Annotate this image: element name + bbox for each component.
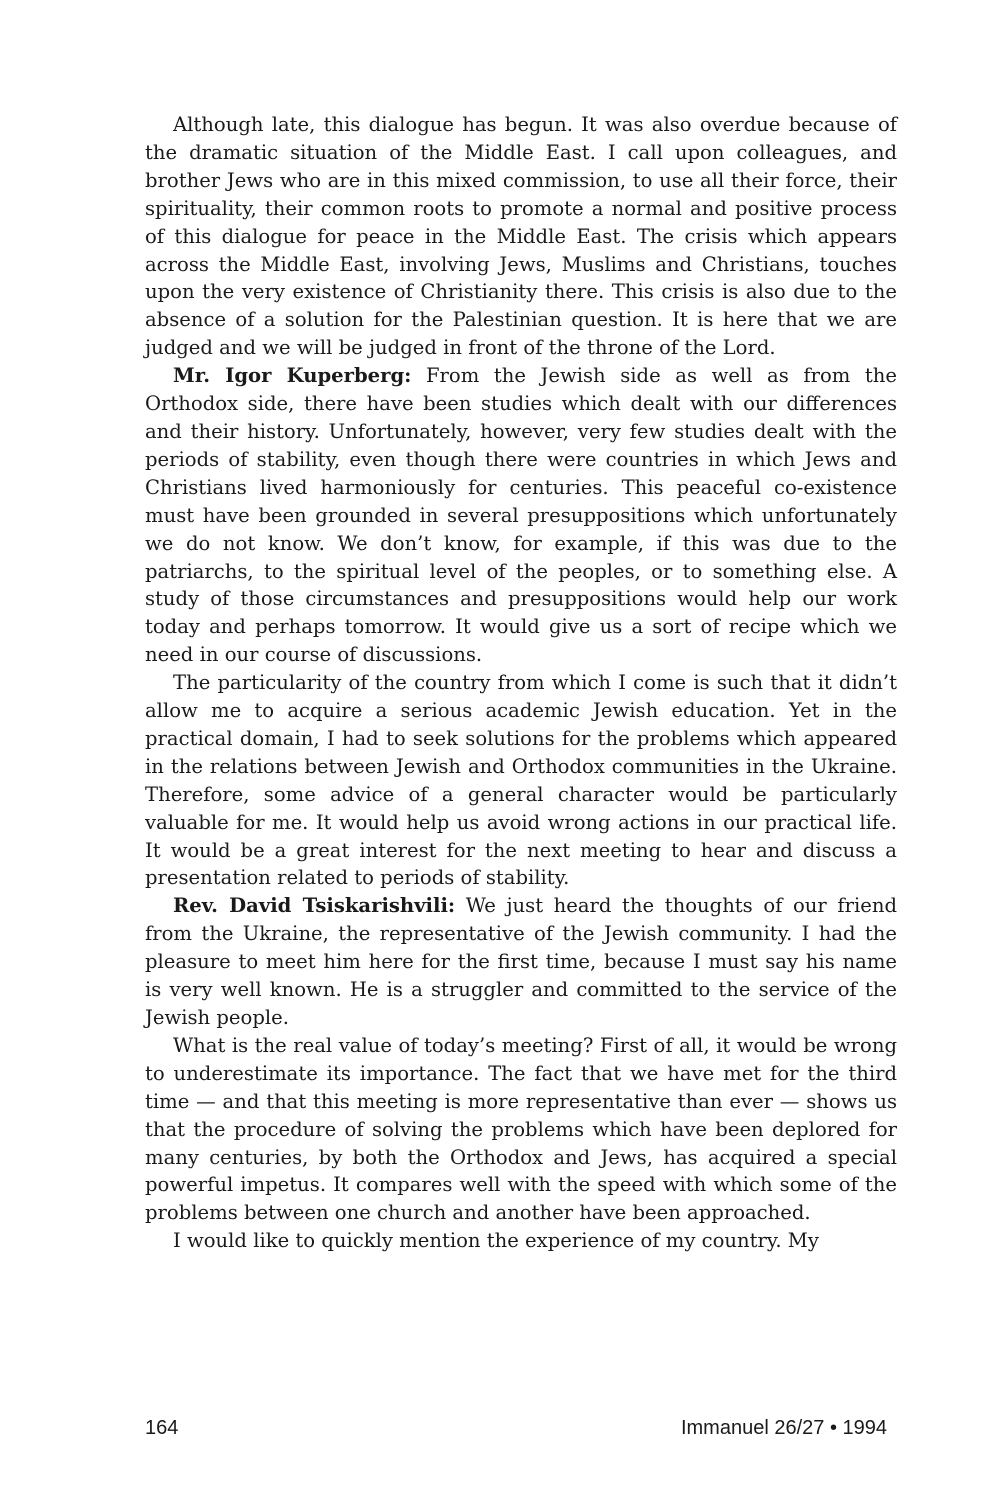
paragraph-text: I would like to quickly mention the experience of my country. My [173, 1229, 819, 1253]
paragraph-text: Although late, this dialogue has begun. It was also overdue because of the dramatic situation of the Middle East. I call upon colleagues, and brother Jews who are in this mixed commission, to use all their force, their spirituality, their common roots to promote a normal and positive process of this dialogue for peace in the Middle East. The crisis which appears across the Middle East, involving Jews, Muslims and Christians, touches upon the very existence of Christianity there. This crisis is also due to the absence of a solution for the Palestinian question. It is here that we are judged and we will be judged in front of the throne of the Lord. [145, 113, 897, 360]
paragraph-3 [145, 669, 897, 892]
paragraph-text: The particularity of the country from which I come is such that it didn’t allow me to acquire a serious academic Jewish education. Yet in the practical domain, I had to seek solutions for the problems which appeared in the relations between Jewish and Orthodox communities in the Ukraine. Therefore, some advice of a general character would be particularly valuable for me. It would help us avoid wrong actions in our practical life. It would be a great interest for the next meeting to hear and discuss a presentation related to periods of stability. [145, 671, 897, 890]
speaker-name: Rev. David Tsiskarishvili: [173, 894, 456, 918]
journal-citation: Immanuel 26/27 • 1994 [680, 1417, 887, 1439]
body-text [145, 111, 897, 1255]
paragraph-text: What is the real value of today’s meeting? First of all, it would be wrong to underestimate its importance. The fact that we have met for the third time — and that this meeting is more representative than ever — shows us that the procedure of solving the problems which have been deplored for many centuries, by both the Orthodox and Jews, has acquired a special powerful impetus. It compares well with the speed with which some of the problems between one church and another have been approached. [145, 1033, 897, 1225]
paragraph-5 [145, 1032, 897, 1227]
page-number: 164 [145, 1417, 179, 1439]
paragraph-text: We just heard the thoughts of our friend from the Ukraine, the representative of the Jewish community. I had the pleasure to meet him here for the first time, because I must say his name is very well known. He is a struggler and committed to the service of the Jewish people. [145, 894, 897, 1029]
paragraph-4 [145, 892, 897, 1032]
paragraph-2 [145, 362, 897, 669]
speaker-name: Mr. Igor Kuperberg: [173, 364, 412, 388]
paragraph-6 [145, 1227, 897, 1255]
paragraph-text: From the Jewish side as well as from the Orthodox side, there have been studies which dealt with our differences and their history. Unfortunately, however, very few studies dealt with the periods of stability, even though there were countries in which Jews and Christians lived harmoniously for centuries. This peaceful co-existence must have been grounded in several presuppositions which unfortunately we do not know. We don’t know, for example, if this was due to the patriarchs, to the spiritual level of the peoples, or to something else. A study of those circumstances and presuppositions would help our work today and perhaps tomorrow. It would give us a sort of recipe which we need in our course of discussions. [145, 364, 897, 667]
paragraph-1 [145, 111, 897, 362]
